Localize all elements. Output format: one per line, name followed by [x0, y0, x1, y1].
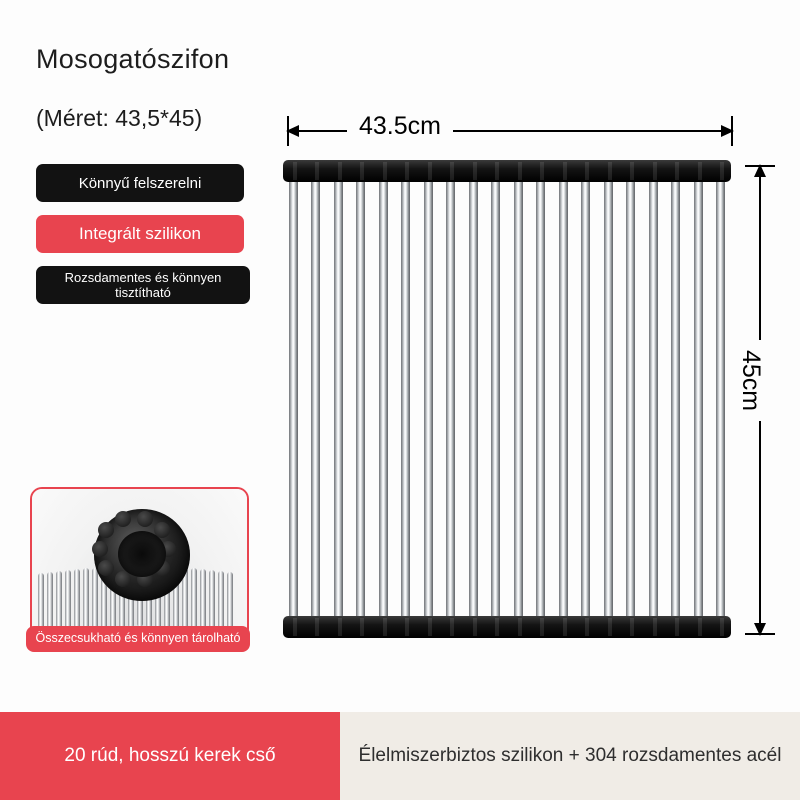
feature-badge-integrated-silicone: Integrált szilikon: [36, 215, 244, 253]
silicone-tooth: [137, 511, 153, 527]
silicone-tooth: [115, 511, 131, 527]
silicone-notch: [383, 162, 387, 180]
silicone-notch: [293, 618, 297, 636]
silicone-notch: [585, 162, 589, 180]
silicone-tooth: [154, 522, 170, 538]
height-dimension-label: 45cm: [736, 340, 765, 421]
rolled-steel-rod: [83, 568, 89, 632]
silicone-notch: [315, 618, 319, 636]
silicone-notch: [653, 618, 657, 636]
feature-badge-rustproof: Rozsdamentes és könnyen tisztítható: [36, 266, 250, 304]
steel-rod: [559, 166, 568, 632]
silicone-notch: [293, 162, 297, 180]
silicone-tooth: [92, 541, 108, 557]
rolled-up-product-inset: [30, 487, 249, 641]
silicone-notch: [315, 162, 319, 180]
footer-right-text: Élelmiszerbiztos szilikon + 304 rozsdamentes acél: [340, 712, 800, 800]
steel-rod: [311, 166, 320, 632]
steel-rod: [379, 166, 388, 632]
silicone-notch: [630, 162, 634, 180]
silicone-notch: [338, 162, 342, 180]
silicone-notch: [338, 618, 342, 636]
rolled-steel-rod: [209, 570, 215, 634]
silicone-tooth: [137, 571, 153, 587]
silicone-notch: [405, 618, 409, 636]
steel-rod: [671, 166, 680, 632]
width-dimension-label: 43.5cm: [347, 112, 453, 140]
silicone-notch: [360, 162, 364, 180]
rolled-silicone-end-icon: [94, 509, 190, 601]
steel-rod: [289, 166, 298, 632]
silicone-notch: [653, 162, 657, 180]
silicone-tooth: [154, 560, 170, 576]
silicone-notch: [563, 162, 567, 180]
silicone-notch: [428, 162, 432, 180]
steel-rod: [716, 166, 725, 632]
steel-rod: [649, 166, 658, 632]
silicone-notch: [495, 618, 499, 636]
silicone-bar-top: [283, 160, 731, 182]
roll-up-rack-product: [283, 160, 731, 638]
silicone-notch: [585, 618, 589, 636]
silicone-notch: [608, 618, 612, 636]
silicone-tooth: [98, 522, 114, 538]
silicone-notch: [450, 162, 454, 180]
steel-rod: [536, 166, 545, 632]
rolled-steel-rod: [191, 568, 197, 632]
rolled-steel-rod: [65, 570, 71, 634]
steel-rod: [334, 166, 343, 632]
page-title: Mosogatószifon: [36, 44, 230, 74]
silicone-notch: [698, 162, 702, 180]
steel-rod: [446, 166, 455, 632]
rolled-steel-rod: [74, 569, 80, 633]
silicone-notch: [383, 618, 387, 636]
silicone-notch: [540, 618, 544, 636]
silicone-notch: [720, 162, 724, 180]
steel-rod: [401, 166, 410, 632]
silicone-notch: [360, 618, 364, 636]
silicone-notch: [630, 618, 634, 636]
silicone-notch: [518, 162, 522, 180]
steel-rod: [514, 166, 523, 632]
steel-rod: [581, 166, 590, 632]
silicone-tooth: [98, 560, 114, 576]
silicone-notch: [698, 618, 702, 636]
footer-bar: [0, 712, 800, 800]
rolled-steel-rod: [92, 568, 98, 632]
rolled-steel-rod: [200, 569, 206, 633]
steel-rod: [694, 166, 703, 632]
silicone-notch: [675, 162, 679, 180]
footer-left-text: 20 rúd, hosszú kerek cső: [0, 712, 340, 800]
silicone-bar-bottom: [283, 616, 731, 638]
steel-rod: [424, 166, 433, 632]
silicone-notch: [720, 618, 724, 636]
silicone-notch: [540, 162, 544, 180]
steel-rod: [469, 166, 478, 632]
silicone-tooth: [160, 541, 176, 557]
steel-rod: [356, 166, 365, 632]
silicone-notch: [473, 162, 477, 180]
silicone-notch: [563, 618, 567, 636]
silicone-notch: [473, 618, 477, 636]
silicone-notch: [518, 618, 522, 636]
steel-rod: [626, 166, 635, 632]
silicone-notch: [675, 618, 679, 636]
width-dimension-label-wrap: [0, 112, 800, 141]
silicone-notch: [405, 162, 409, 180]
silicone-tooth: [115, 571, 131, 587]
silicone-notch: [428, 618, 432, 636]
silicone-notch: [450, 618, 454, 636]
silicone-notch: [495, 162, 499, 180]
silicone-notch: [608, 162, 612, 180]
steel-rod: [604, 166, 613, 632]
inset-caption: Összecsukható és könnyen tárolható: [26, 626, 250, 652]
steel-rod: [491, 166, 500, 632]
feature-badge-easy-install: Könnyű felszerelni: [36, 164, 244, 202]
product-size-subtitle: (Méret: 43,5*45): [36, 105, 203, 131]
steel-rods-group: [283, 160, 731, 638]
